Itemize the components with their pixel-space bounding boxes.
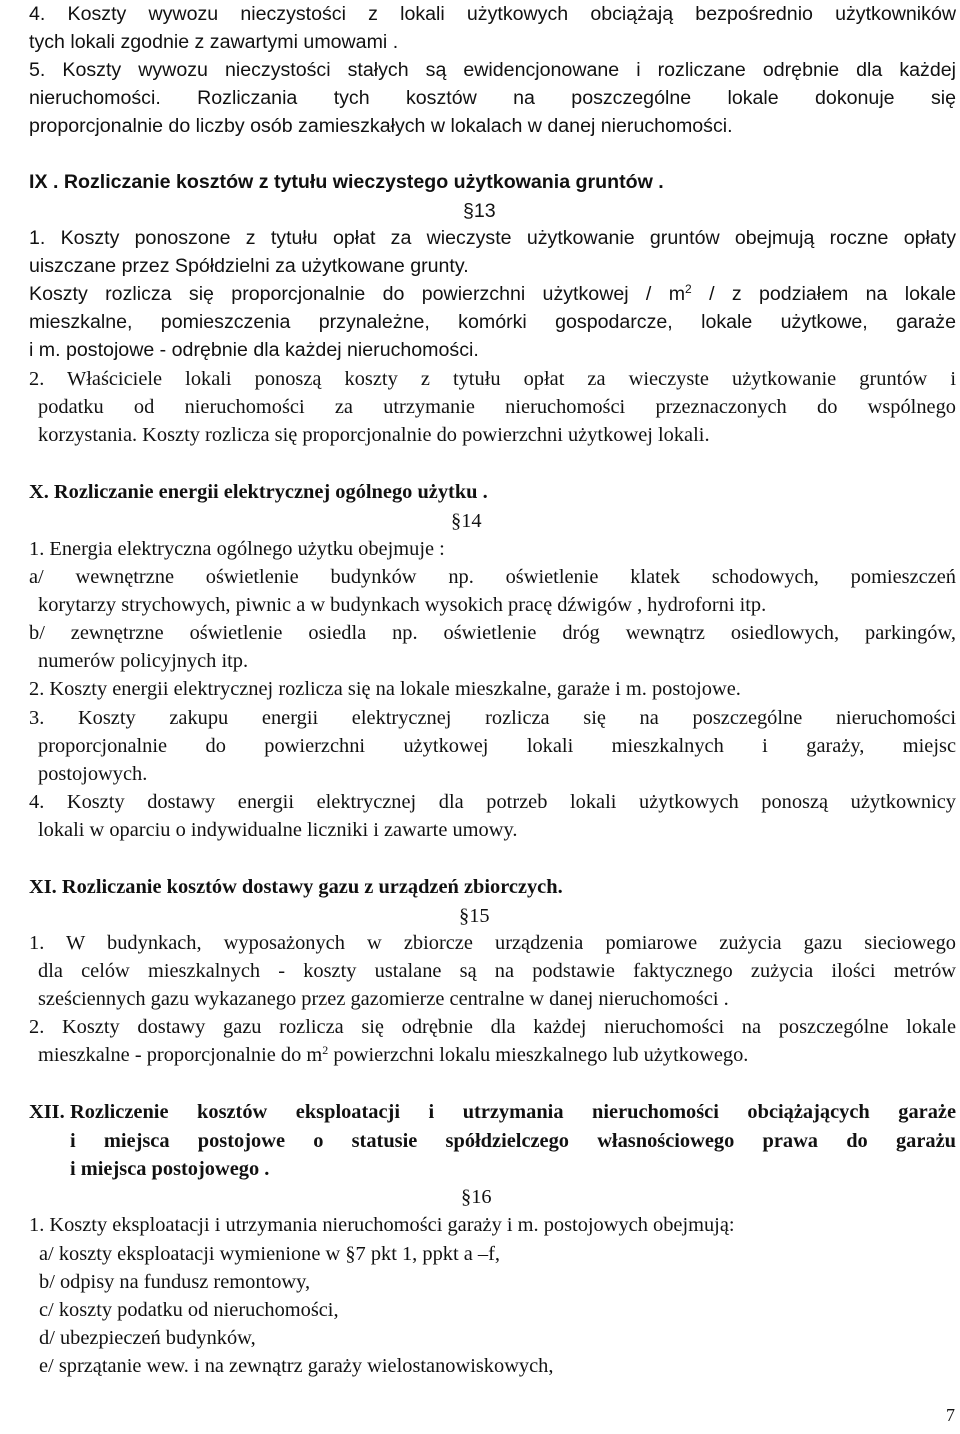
- section-xii-sign: §16: [461, 1186, 492, 1208]
- section-xii-sign-number: 16: [471, 1186, 492, 1208]
- paragraph-4-line-1: 4. Koszty wywozu nieczystości z lokali użytkowych obciążają bezpośrednio użytkowników: [29, 3, 956, 25]
- section-x-p4-line-1: 4. Koszty dostawy energii elektrycznej dla potrzeb lokali użytkowych ponoszą użytkownicy: [29, 791, 956, 813]
- section-x-p3-line-1: 3. Koszty zakupu energii elektrycznej rozlicza się na poszczególne nieruchomości: [29, 707, 956, 729]
- section-x-item-a-line-1: a/ wewnętrzne oświetlenie budynków np. oświetlenie klatek schodowych, pomieszczeń: [29, 566, 956, 588]
- section-xi-p1-line-3: sześciennych gazu wykazanego przez gazomierze centralne w danej nieruchomości .: [38, 988, 729, 1010]
- section-x-p4-line-2: lokali w oparciu o indywidualne liczniki i zawarte umowy.: [38, 819, 518, 841]
- section-ix-p1-line-2: uiszczane przez Spółdzielni za użytkowane grunty.: [29, 255, 469, 277]
- section-ix-p1b-text-b: / z podziałem na lokale: [691, 283, 956, 305]
- section-xi-p1-line-2: dla celów mieszkalnych - koszty ustalane są na podstawie faktycznego zużycia ilości metrów: [38, 960, 956, 982]
- paragraph-4-line-2: tych lokali zgodnie z zawartymi umowami .: [29, 31, 399, 53]
- section-xii-item-c: c/ koszty podatku od nieruchomości,: [39, 1299, 339, 1321]
- section-x-sign: §14: [451, 510, 482, 532]
- section-xi-p2-text-b: powierzchni lokalu mieszkalnego lub użytkowego.: [328, 1044, 749, 1066]
- section-xi-sign-number: 15: [469, 905, 490, 927]
- section-xii-item-d: d/ ubezpieczeń budynków,: [39, 1327, 256, 1349]
- section-xii-heading-line-2: i miejsca postojowe o statusie spółdzielczego własnościowego prawa do garażu: [70, 1130, 956, 1152]
- section-xii-item-b: b/ odpisy na fundusz remontowy,: [39, 1271, 311, 1293]
- paragraph-5-line-1: 5. Koszty wywozu nieczystości stałych są ewidencjonowane i rozliczane odrębnie dla każdej: [29, 59, 956, 81]
- section-ix-p2-line-2: podatku od nieruchomości za utrzymanie nieruchomości przeznaczonych do wspólnego: [38, 396, 956, 418]
- section-xi-p2-line-1: 2. Koszty dostawy gazu rozlicza się odrębnie dla każdej nieruchomości na poszczególne lokale: [29, 1016, 956, 1038]
- section-ix-p1b-line-2: mieszkalne, pomieszczenia przynależne, komórki gospodarcze, lokale użytkowe, garaże: [29, 311, 956, 333]
- section-xii-item-a: [39, 1240, 956, 1268]
- section-xi-p1-line-1: 1. W budynkach, wyposażonych w zbiorcze urządzenia pomiarowe zużycia gazu sieciowego: [29, 932, 956, 954]
- section-xi-p2-line-2: [38, 1041, 956, 1069]
- section-xii-item-e: e/ sprzątanie wew. i na zewnątrz garaży wielostanowiskowych,: [39, 1355, 554, 1377]
- section-x-item-b-line-1: b/ zewnętrzne oświetlenie osiedla np. oświetlenie dróg wewnątrz osiedlowych, parkingów,: [29, 622, 956, 644]
- section-ix-sign-number: 13: [473, 200, 496, 222]
- section-xii-heading-line-1: Rozliczenie kosztów eksploatacji i utrzymania nieruchomości obciążających garaże: [70, 1101, 956, 1123]
- section-xii-p1: 1. Koszty eksploatacji i utrzymania nieruchomości garaży i m. postojowych obejmują:: [29, 1214, 735, 1236]
- section-ix-p1-line-1: 1. Koszty ponoszone z tytułu opłat za wieczyste użytkowanie gruntów obejmują roczne opłaty: [29, 227, 956, 249]
- section-x-p2: 2. Koszty energii elektrycznej rozlicza się na lokale mieszkalne, garaże i m. postojowe.: [29, 678, 741, 700]
- superscript-2: 2: [322, 1043, 329, 1057]
- section-ix-heading: IX . Rozliczanie kosztów z tytułu wieczystego użytkowania gruntów .: [29, 171, 664, 193]
- page-number: 7: [946, 1405, 955, 1425]
- section-ix-p2-line-3: korzystania. Koszty rozlicza się proporcjonalnie do powierzchni użytkowej lokali.: [38, 424, 710, 446]
- section-x-p3-line-3: postojowych.: [38, 763, 148, 785]
- section-xi-heading: XI. Rozliczanie kosztów dostawy gazu z urządzeń zbiorczych.: [29, 876, 563, 898]
- section-xi-sign: §15: [459, 905, 490, 927]
- section-x-p1: 1. Energia elektryczna ogólnego użytku obejmuje :: [29, 538, 445, 560]
- section-ix-sign: §13: [463, 200, 496, 222]
- section-ix-p1b-line-1: [29, 280, 956, 308]
- section-x-p3-line-2: proporcjonalnie do powierzchni użytkowej lokali mieszkalnych i garaży, miejsc: [38, 735, 956, 757]
- section-x-heading: X. Rozliczanie energii elektrycznej ogólnego użytku .: [29, 481, 488, 503]
- section-ix-p1b-line-3: i m. postojowe - odrębnie dla każdej nieruchomości.: [29, 339, 479, 361]
- section-ix-p2-line-1: 2. Właściciele lokali ponoszą koszty z tytułu opłat za wieczyste użytkowanie gruntów i: [29, 368, 956, 390]
- section-x-item-a-line-2: korytarzy strychowych, piwnic a w budynkach wysokich pracę dźwigów , hydroforni itp.: [38, 594, 767, 616]
- superscript-2: 2: [685, 282, 692, 296]
- section-xii-heading-line-3: i miejsca postojowego .: [70, 1158, 270, 1180]
- paragraph-5-line-2: nieruchomości. Rozliczania tych kosztów na poszczególne lokale dokonuje się: [29, 87, 956, 109]
- section-x-sign-number: 14: [461, 510, 482, 532]
- section-xii-item-a-text: a/ koszty eksploatacji wymienione w §7 pkt 1, ppkt a –f,: [39, 1243, 500, 1265]
- section-x-item-b-line-2: numerów policyjnych itp.: [38, 650, 249, 672]
- paragraph-5-line-3: proporcjonalnie do liczby osób zamieszkałych w lokalach w danej nieruchomości.: [29, 115, 733, 137]
- section-xi-p2-text-a: mieszkalne - proporcjonalnie do m: [38, 1044, 323, 1066]
- section-xii-number: XII.: [29, 1101, 65, 1123]
- section-ix-p1b-text-a: Koszty rozlicza się proporcjonalnie do powierzchni użytkowej / m: [29, 283, 686, 305]
